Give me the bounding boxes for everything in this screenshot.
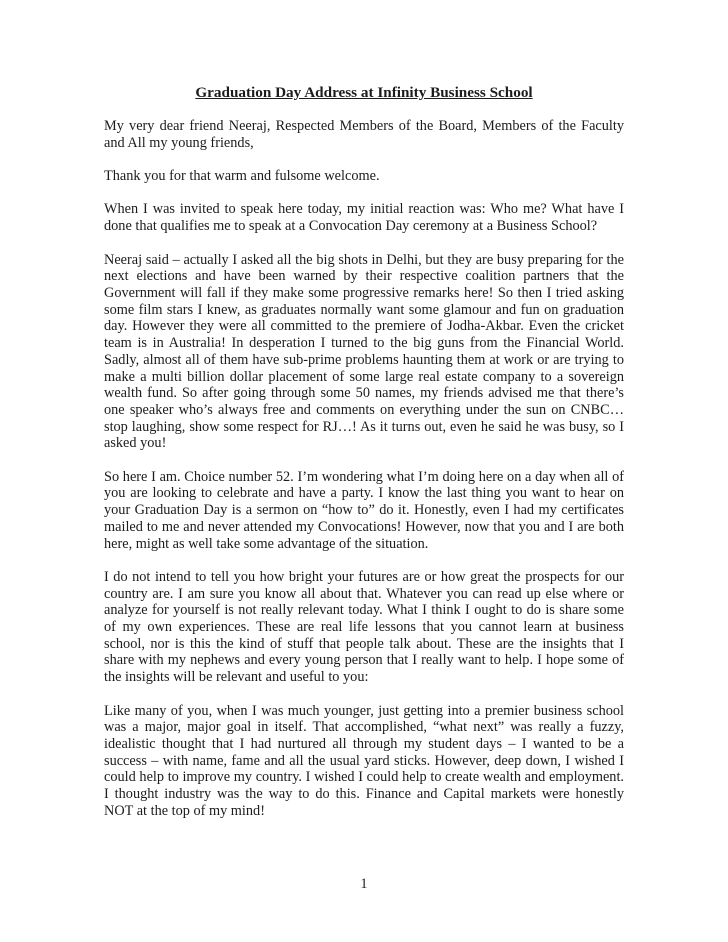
- paragraph-intent: I do not intend to tell you how bright your futures are or how great the prospects for our country are. I am sure you know all about that. Whatever you can read up else where or analyze for yourself is not really relevant today. What I think I ought to do is share some of my own experiences. These are real life lessons that you cannot learn at business school, nor is this the kind of stuff that people talk about. These are the insights that I share with my nephews and every young person that I really want to help. I hope some of the insights will be relevant and useful to you:: [104, 568, 624, 686]
- paragraph-thanks: Thank you for that warm and fulsome welcome.: [104, 168, 380, 185]
- document-content: [104, 84, 624, 836]
- paragraph-like-many: Like many of you, when I was much younger, just getting into a premier business school was a major, major goal in itself. That accomplished, “what next” was really a fuzzy, idealistic thought that I had nurtured all through my student days – I wanted to be a success – with name, fame and all the usual yard sticks. However, deep down, I wished I could help to improve my country. I wished I could help to create wealth and employment. I thought industry was the way to do this. Finance and Capital markets were honestly NOT at the top of my mind!: [104, 702, 624, 819]
- page-title: Graduation Day Address at Infinity Business School: [195, 84, 533, 101]
- page-number: 1: [360, 876, 368, 892]
- paragraph-neeraj-said: Neeraj said – actually I asked all the big shots in Delhi, but they are busy preparing for the next elections and have been warned by their respective coalition partners that the Government will fall if they make some progressive remarks here! So then I tried asking some film stars I knew, as graduates normally want some glamour and fun on graduation day. However they were all committed to the premiere of Jodha-Akbar. Even the cricket team is in Australia! In desperation I turned to the big guns from the Financial World. Sadly, almost all of them have sub-prime problems haunting them at work or are trying to make a multi billion dollar placement of some large real estate company to a sovereign wealth fund. So after going through some 50 names, my friends advised me that there’s one speaker who’s always free and comments on everything under the sun on CNBC… stop laughing, show some respect for RJ…! As it turns out, even he said he was busy, so I asked you!: [104, 251, 624, 452]
- paragraph-invited: When I was invited to speak here today, my initial reaction was: Who me? What have I done that qualifies me to speak at a Convocation Day ceremony at a Business School?: [104, 201, 624, 235]
- paragraph-choice-52: So here I am. Choice number 52. I’m wondering what I’m doing here on a day when all of you are looking to celebrate and have a party. I know the last thing you want to hear on your Graduation Day is a sermon on “how to” do it. Honestly, even I had my certificates mailed to me and never attended my Convocations! However, now that you and I are both here, might as well take some advantage of the situation.: [104, 468, 624, 552]
- paragraph-salutation: My very dear friend Neeraj, Respected Members of the Board, Members of the Faculty and All my young friends,: [104, 118, 624, 151]
